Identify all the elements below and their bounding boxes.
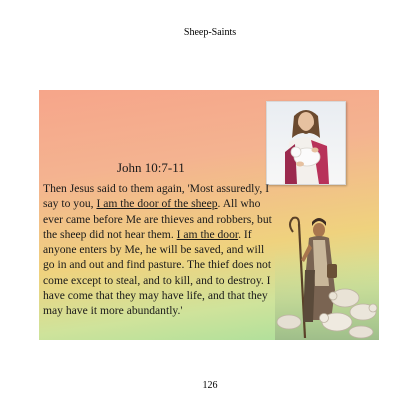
shepherd-with-flock-image <box>275 210 379 340</box>
verse-underlined-phrase: I am the door of the sheep <box>96 197 218 211</box>
page-number: 126 <box>202 380 218 391</box>
verse-underlined-phrase: I am the door <box>176 227 239 241</box>
page-header: Sheep-Saints <box>183 27 237 38</box>
verse-text-part: . If anyone enters by Me, he will be saved, and will go in and out and find pasture. The thief does not come except to steal, and to kill, and to destroy. I have come that they may have life, and that they may have it more abundantly.' <box>43 227 272 318</box>
verse-text <box>43 181 275 319</box>
verse-text-part: Then Jesus said to them again, 'Most assuredly, I say to you, <box>43 182 270 211</box>
scripture-slide <box>39 90 379 340</box>
jesus-holding-lamb-image <box>266 101 346 185</box>
verse-text-part: . All who ever came before Me are thieves and robbers, but the sheep did not hear them. <box>43 197 272 241</box>
verse-reference: John 10:7-11 <box>117 160 185 175</box>
